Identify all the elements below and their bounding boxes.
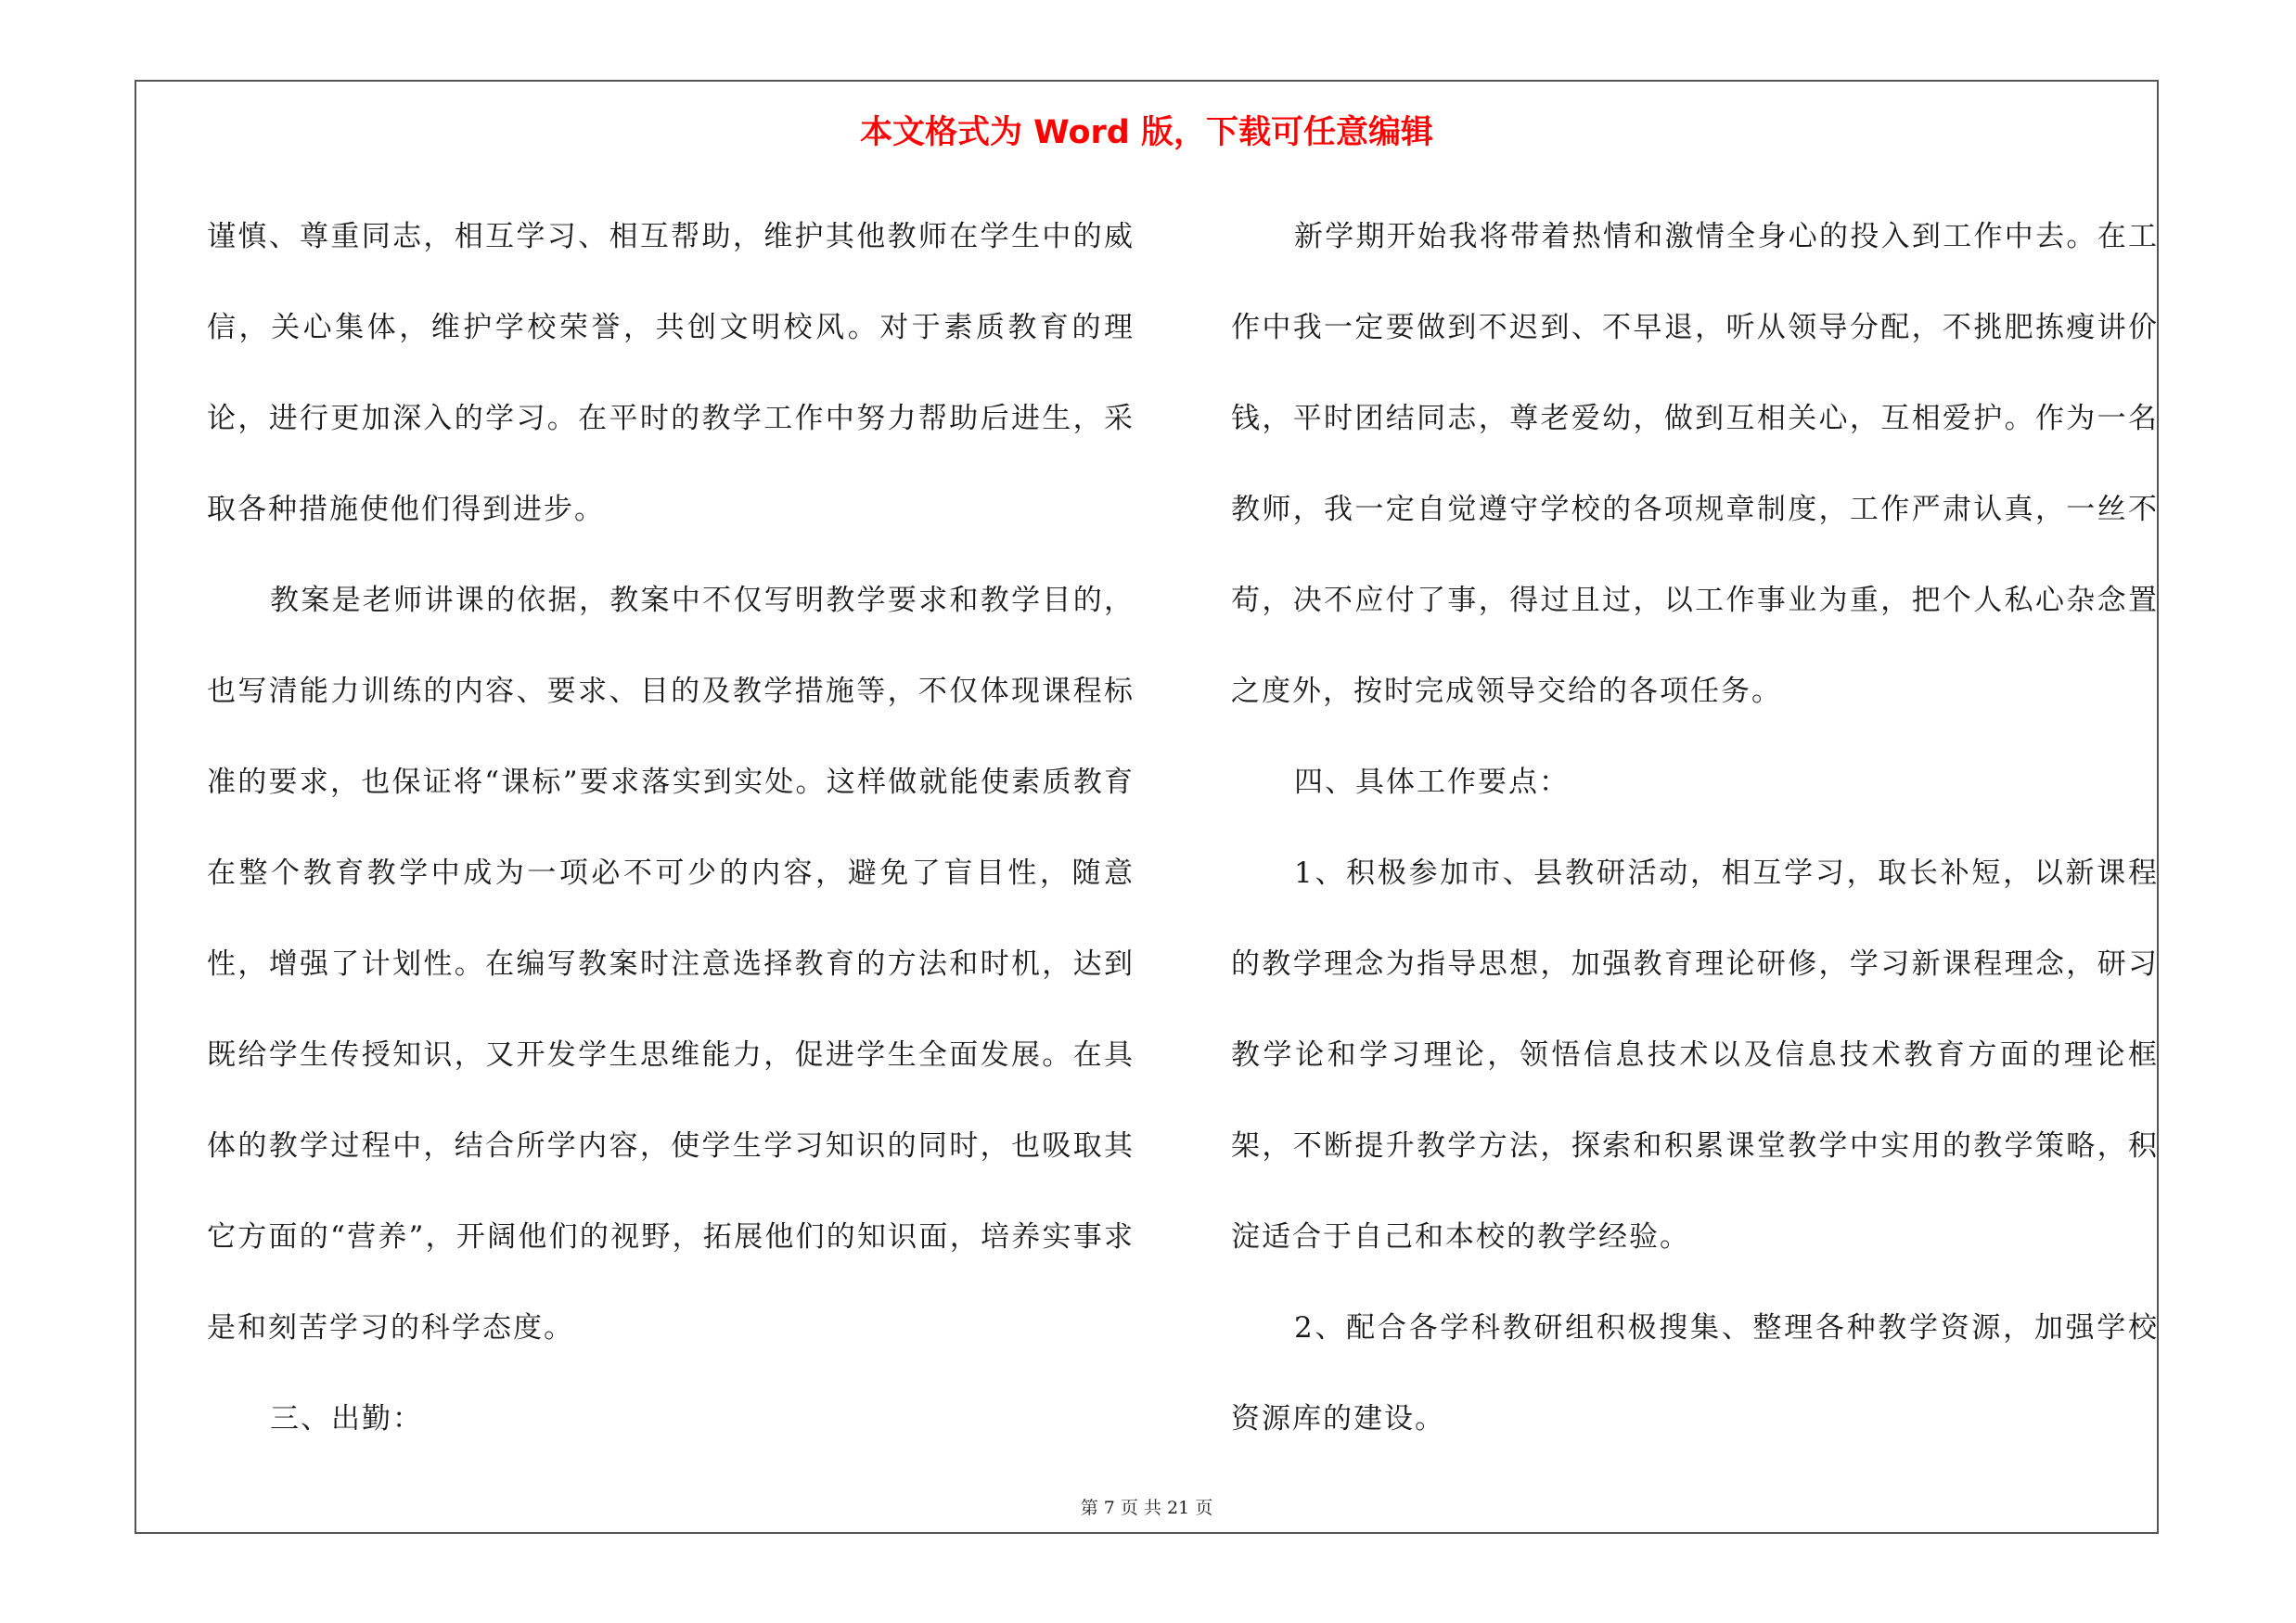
- paragraph: 教案是老师讲课的依据，教案中不仅写明教学要求和教学目的，也写清能力训练的内容、要求、目的及教学措施等，不仅体现课程标准的要求，也保证将“课标”要求落实到实处。这样做就能使素质教育在整个教育教学中成为一项必不可少的内容，避免了盲目性，随意性，增强了计划性。在编写教案时注意选择教育的方法和时机，达到既给学生传授知识，又开发学生思维能力，促进学生全面发展。在具体的教学过程中，结合所学内容，使学生学习知识的同时，也吸取其它方面的“营养”，开阔他们的视野，拓展他们的知识面，培养实事求是和刻苦学习的科学态度。: [207, 584, 1135, 1345]
- paragraph: 新学期开始我将带着热情和激情全身心的投入到工作中去。在工作中我一定要做到不迟到、不早退，听从领导分配，不挑肥拣瘦讲价钱，平时团结同志，尊老爱幼，做到互相关心，互相爱护。作为一名教师，我一定自觉遵守学校的各项规章制度，工作严肃认真，一丝不苟，决不应付了事，得过且过，以工作事业为重，把个人私心杂念置之度外，按时完成领导交给的各项任务。: [1231, 220, 2159, 708]
- left-column: [207, 191, 1135, 1464]
- paragraph: 谨慎、尊重同志，相互学习、相互帮助，维护其他教师在学生中的威信，关心集体，维护学校荣誉，共创文明校风。对于素质教育的理论，进行更加深入的学习。在平时的教学工作中努力帮助后进生，采取各种措施使他们得到进步。: [207, 220, 1135, 526]
- document-page: [135, 80, 2159, 1534]
- right-column: [1231, 191, 2159, 1464]
- page-number: 第 7 页 共 21 页: [1080, 1498, 1213, 1518]
- list-item: 2、配合各学科教研组积极搜集、整理各种教学资源，加强学校资源库的建设。: [1231, 1311, 2159, 1436]
- list-item: 1、积极参加市、县教研活动，相互学习，取长补短，以新课程的教学理念为指导思想，加强教育理论研修，学习新课程理念，研习教学论和学习理论，领悟信息技术以及信息技术教育方面的理论框架，不断提升教学方法，探索和积累课堂教学中实用的教学策略，积淀适合于自己和本校的教学经验。: [1231, 857, 2159, 1254]
- section-heading-work-points: 四、具体工作要点：: [1294, 766, 1570, 799]
- section-heading-attendance: 三、出勤：: [270, 1402, 423, 1436]
- format-banner: 本文格式为 Word 版，下载可任意编辑: [859, 114, 1434, 151]
